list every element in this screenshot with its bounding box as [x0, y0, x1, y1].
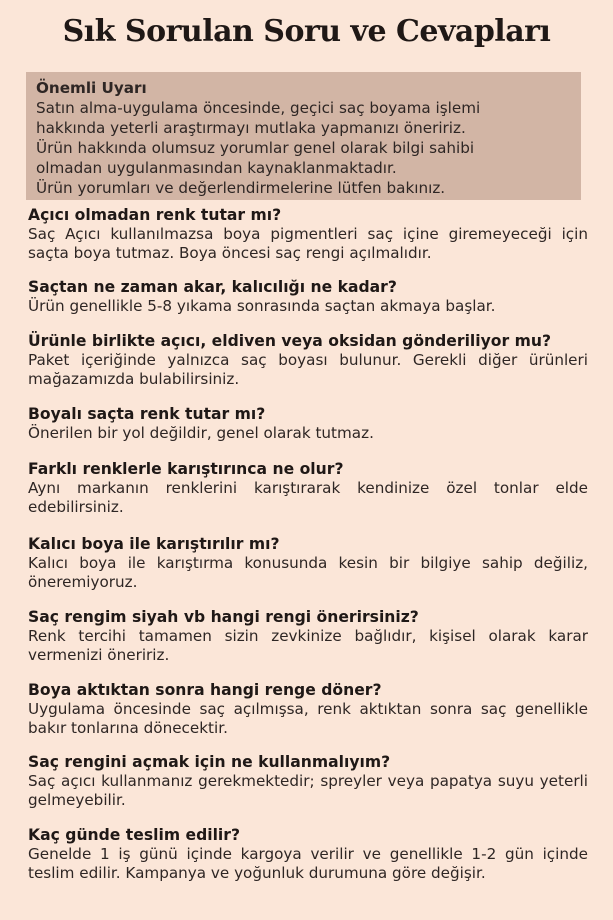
- faq-item: [28, 535, 588, 591]
- faq-question: Boyalı saçta renk tutar mı?: [28, 405, 266, 423]
- faq-item: [28, 753, 588, 809]
- faq-item: [28, 460, 588, 516]
- warning-line: Ürün yorumları ve değerlendirmelerine lütfen bakınız.: [36, 179, 446, 197]
- faq-answer: Saç Açıcı kullanılmazsa boya pigmentleri saç içine giremeyeceği için saçta boya tutmaz. Boya öncesi saç rengi açılmalıdır.: [28, 225, 588, 262]
- faq-item: [28, 405, 588, 443]
- warning-line: Satın alma-uygulama öncesinde, geçici saç boyama işlemi: [36, 99, 481, 117]
- warning-title: Önemli Uyarı: [36, 79, 147, 97]
- faq-question: Farklı renklerle karıştırınca ne olur?: [28, 460, 344, 478]
- faq-question: Ürünle birlikte açıcı, eldiven veya oksidan gönderiliyor mu?: [28, 332, 551, 350]
- faq-answer: Aynı markanın renklerini karıştırarak kendinize özel tonlar elde edebilirsiniz.: [28, 479, 588, 516]
- faq-question: Saç rengim siyah vb hangi rengi önerirsiniz?: [28, 608, 419, 626]
- faq-question: Kaç günde teslim edilir?: [28, 826, 241, 844]
- warning-line: Ürün hakkında olumsuz yorumlar genel olarak bilgi sahibi: [36, 139, 475, 157]
- faq-answer: Renk tercihi tamamen sizin zevkinize bağlıdır, kişisel olarak karar vermenizi öneririz.: [28, 627, 588, 664]
- warning-line: olmadan uygulanmasından kaynaklanmaktadır.: [36, 159, 397, 177]
- faq-answer: Uygulama öncesinde saç açılmışsa, renk aktıktan sonra saç genellikle bakır tonlarına dönecektir.: [28, 700, 588, 737]
- warning-line: hakkında yeterli araştırmayı mutlaka yapmanızı öneririz.: [36, 119, 466, 137]
- faq-question: Saç rengini açmak için ne kullanmalıyım?: [28, 753, 391, 771]
- faq-item: [28, 681, 588, 737]
- faq-question: Saçtan ne zaman akar, kalıcılığı ne kadar?: [28, 278, 397, 296]
- faq-answer: Önerilen bir yol değildir, genel olarak tutmaz.: [28, 424, 374, 442]
- faq-question: Boya aktıktan sonra hangi renge döner?: [28, 681, 382, 699]
- faq-item: [28, 278, 588, 316]
- faq-answer: Paket içeriğinde yalnızca saç boyası bulunur. Gerekli diğer ürünleri mağazamızda bulabilirsiniz.: [28, 351, 588, 388]
- faq-question: Kalıcı boya ile karıştırılır mı?: [28, 535, 280, 553]
- faq-answer: Genelde 1 iş günü içinde kargoya verilir ve genellikle 1-2 gün içinde teslim edilir. Kampanya ve yoğunluk durumuna göre değişir.: [28, 845, 588, 882]
- faq-answer: Saç açıcı kullanmanız gerekmektedir; spreyler veya papatya suyu yeterli gelmeyebilir.: [28, 772, 588, 809]
- faq-answer: Kalıcı boya ile karıştırma konusunda kesin bir bilgiye sahip değiliz, öneremiyoruz.: [28, 554, 588, 591]
- page-title: Sık Sorulan Soru ve Cevapları: [62, 14, 551, 49]
- faq-item: [28, 608, 588, 664]
- warning-box: [26, 72, 581, 200]
- faq-item: [28, 332, 588, 388]
- faq-answer: Ürün genellikle 5-8 yıkama sonrasında saçtan akmaya başlar.: [28, 297, 496, 315]
- faq-item: [28, 826, 588, 882]
- faq-question: Açıcı olmadan renk tutar mı?: [28, 206, 282, 224]
- faq-item: [28, 206, 588, 262]
